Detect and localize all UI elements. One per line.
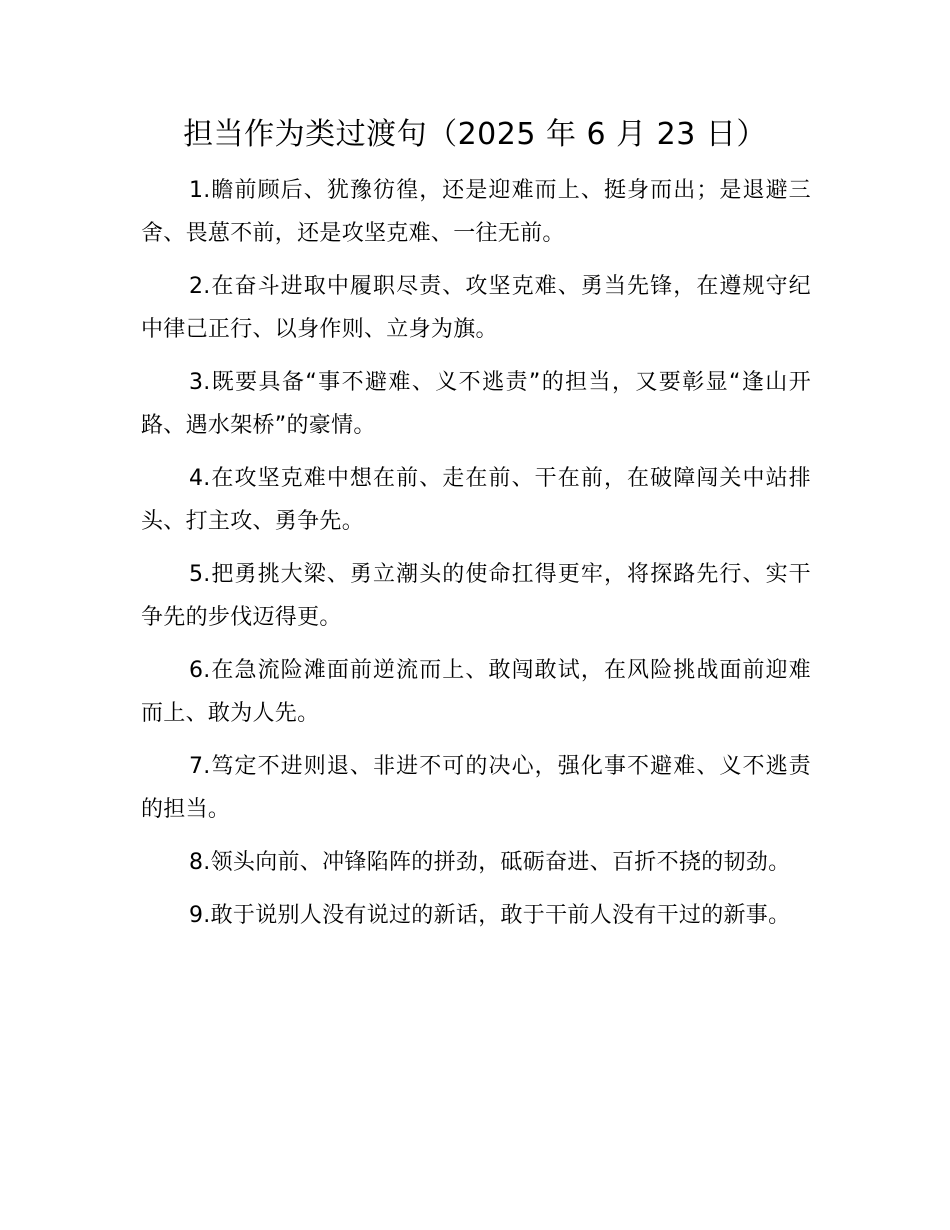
paragraph-3: 3.既要具备“事不避难、义不逃责”的担当，又要彰显“逢山开路、遇水架桥”的豪情。 bbox=[141, 370, 811, 438]
paragraph-6: 6.在急流险滩面前逆流而上、敢闯敢试，在风险挑战面前迎难而上、敢为人先。 bbox=[141, 658, 811, 726]
document-body bbox=[141, 169, 811, 947]
paragraph-4: 4.在攻坚克难中想在前、走在前、干在前，在破障闯关中站排头、打主攻、勇争先。 bbox=[141, 466, 811, 534]
paragraph-5: 5.把勇挑大梁、勇立潮头的使命扛得更牢，将探路先行、实干争先的步伐迈得更。 bbox=[141, 562, 811, 630]
paragraph-8: 8.领头向前、冲锋陷阵的拼劲，砥砺奋进、百折不挠的韧劲。 bbox=[189, 850, 791, 875]
paragraph-1: 1.瞻前顾后、犹豫彷徨，还是迎难而上、挺身而出；是退避三舍、畏葸不前，还是攻坚克难、一往无前。 bbox=[141, 178, 811, 246]
document-title: 担当作为类过渡句（2025 年 6 月 23 日） bbox=[183, 117, 767, 152]
paragraph-7: 7.笃定不进则退、非进不可的决心，强化事不避难、义不逃责的担当。 bbox=[141, 754, 811, 822]
paragraph-9: 9.敢于说别人没有说过的新话，敢于干前人没有干过的新事。 bbox=[189, 903, 791, 928]
paragraph-2: 2.在奋斗进取中履职尽责、攻坚克难、勇当先锋，在遵规守纪中律己正行、以身作则、立身为旗。 bbox=[141, 274, 811, 342]
